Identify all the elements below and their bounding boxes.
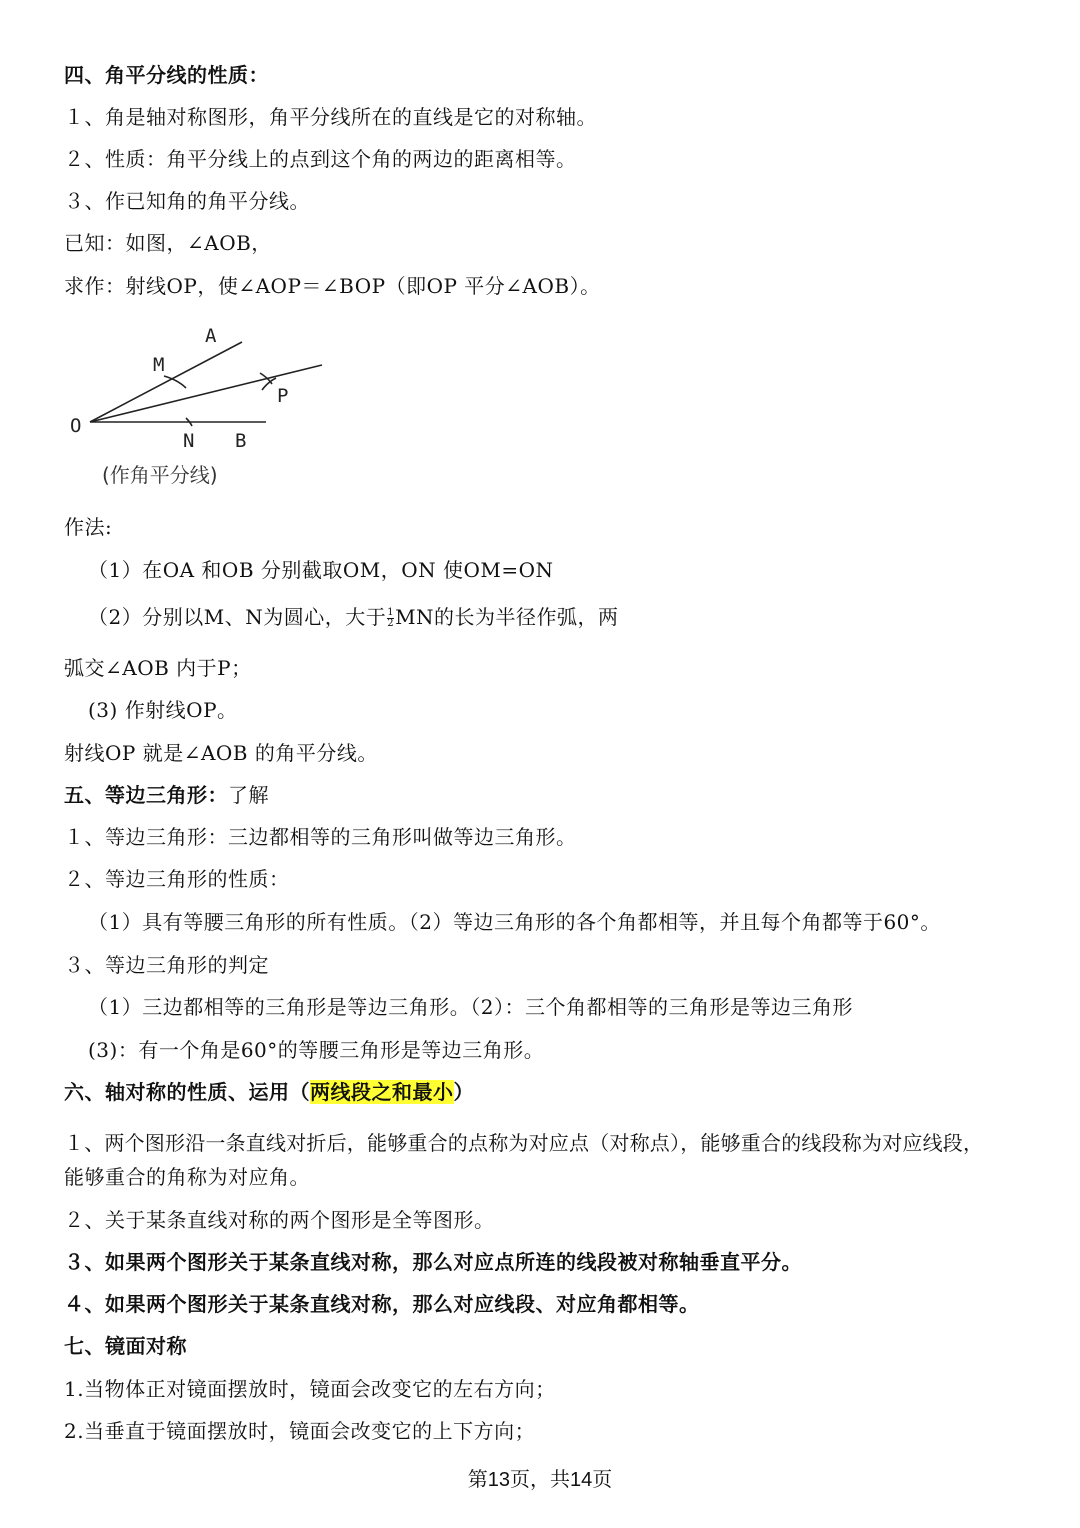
section5-item3-b: (3)：有一个角是60°的等腰三角形是等边三角形。: [88, 1038, 545, 1062]
section5-item2-detail: （1）具有等腰三角形的所有性质。（2）等边三角形的各个角都相等，并且每个角都等于60°。: [88, 910, 941, 934]
fraction-numerator: 1: [387, 607, 395, 618]
section4-item1: １、角是轴对称图形，角平分线所在的直线是它的对称轴。: [64, 105, 597, 129]
section6-heading-main: 六、轴对称的性质、运用（: [64, 1080, 310, 1104]
label-a: A: [205, 325, 217, 347]
section4-item2: ２、性质：角平分线上的点到这个角的两边的距离相等。: [64, 147, 577, 171]
section5-item3-a: （1）三边都相等的三角形是等边三角形。（2）：三个角都相等的三角形是等边三角形: [88, 995, 853, 1019]
section6-item3: ３、如果两个图形关于某条直线对称，那么对应点所连的线段被对称轴垂直平分。: [64, 1250, 802, 1274]
section6-item1-line2: 能够重合的角称为对应角。: [64, 1165, 310, 1189]
label-p: P: [277, 385, 289, 407]
method-title: 作法:: [64, 515, 113, 539]
ray-oa: [90, 342, 242, 422]
method-step2-cont: 弧交∠AOB 内于P；: [64, 656, 252, 680]
section5-item1: １、等边三角形：三边都相等的三角形叫做等边三角形。: [64, 825, 577, 849]
section6-item2: ２、关于某条直线对称的两个图形是全等图形。: [64, 1208, 495, 1232]
method-step2: [88, 604, 619, 630]
section6-heading-highlight: 两线段之和最小: [310, 1080, 454, 1104]
label-o: O: [70, 415, 82, 437]
section4-given: 已知：如图，∠AOB，: [64, 231, 272, 255]
label-b: B: [235, 430, 247, 452]
section6-heading-close: ）: [453, 1080, 474, 1104]
section5-heading-tail: 了解: [228, 783, 269, 807]
method-step2-post: MN的长为半径作弧，两: [395, 605, 619, 629]
fraction-denominator: 2: [387, 618, 395, 629]
section6-item4: ４、如果两个图形关于某条直线对称，那么对应线段、对应角都相等。: [64, 1292, 700, 1316]
angle-bisector-figure: [60, 318, 340, 498]
section5-heading: [64, 782, 269, 808]
section5-item3: ３、等边三角形的判定: [64, 953, 269, 977]
method-step2-pre: （2）分别以M、N为圆心，大于: [88, 605, 387, 629]
label-m: M: [153, 354, 165, 376]
label-n: N: [183, 430, 195, 452]
section5-heading-main: 五、等边三角形：: [64, 783, 228, 807]
method-step1: （1）在OA 和OB 分别截取OM，ON 使OM=ON: [88, 558, 554, 582]
figure-caption: (作角平分线): [102, 463, 218, 487]
section7-heading: 七、镜面对称: [64, 1334, 187, 1358]
section4-item3: ３、作已知角的角平分线。: [64, 189, 310, 213]
fraction-half: [387, 608, 394, 629]
section5-item2: ２、等边三角形的性质：: [64, 867, 290, 891]
section6-heading: [64, 1079, 474, 1105]
page-footer: 第13页，共14页: [467, 1469, 613, 1491]
section6-item1-line1: １、两个图形沿一条直线对折后，能够重合的点称为对应点（对称点），能够重合的线段称为对应线段，: [64, 1131, 984, 1155]
method-step3: (3) 作射线OP。: [88, 698, 238, 722]
method-conclusion: 射线OP 就是∠AOB 的角平分线。: [64, 741, 378, 765]
section4-heading: 四、角平分线的性质：: [64, 63, 269, 87]
section4-todo: 求作：射线OP，使∠AOP＝∠BOP（即OP 平分∠AOB）。: [64, 274, 601, 298]
section7-item2: 2.当垂直于镜面摆放时，镜面会改变它的上下方向；: [64, 1419, 536, 1443]
section7-item1: 1.当物体正对镜面摆放时，镜面会改变它的左右方向；: [64, 1377, 556, 1401]
